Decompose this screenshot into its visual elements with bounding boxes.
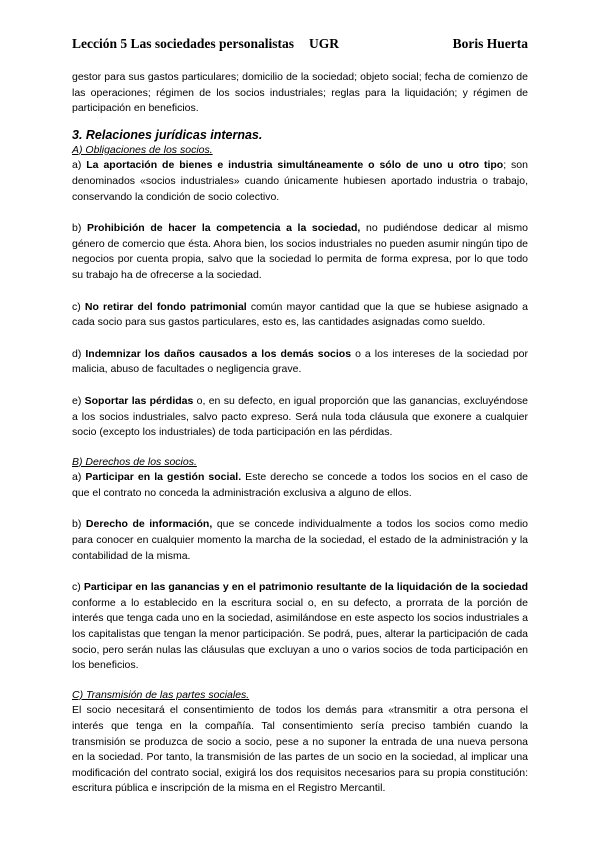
intro-paragraph: gestor para sus gastos particulares; domicilio de la sociedad; objeto social; fecha de comienzo de las operaciones; régimen de los socios industriales; reglas para la liquidación; y régimen de participación en beneficios. <box>72 71 528 115</box>
derecho-a: a) Participar en la gestión social. Este derecho se concede a todos los socios en el caso de que el contrato no conceda la administración exclusiva a alguno de ellos. <box>72 471 529 499</box>
header-author: Boris Huerta <box>452 36 528 51</box>
derecho-b: b) Derecho de información, que se concede individualmente a todos los socios como medio para conocer en cualquier momento la marcha de la sociedad, el estado de la administración y la contabilidad de la misma. <box>72 518 528 562</box>
section-title: 3. Relaciones jurídicas internas. <box>72 127 263 142</box>
obligacion-d: d) Indemnizar los daños causados a los demás socios o a los intereses de la sociedad por malicia, abuso de facultades o negligencia grave. <box>72 347 529 376</box>
transmision-heading: C) Transmisión de las partes sociales. <box>72 688 250 701</box>
transmision-paragraph: El socio necesitará el consentimiento de todos los demás para «transmitir a otra persona el interés que tenga en la compañía. Tal consentimiento sería preciso también cuando la transmisión se produzca de socio a socio, pese a no suponer la entrada de una nueva persona en la sociedad. Por tanto, la transmisión de las partes de un socio en la sociedad, al implicar una modificación del contrato social, exigirá los dos requisitos necesarios para su propia constitución: escritura pública e inscripción de la misma en el Registro Mercantil. <box>72 704 528 795</box>
derecho-c: c) Participar en las ganancias y en el patrimonio resultante de la liquidación de la sociedad conforme a lo establecido en la escritura social o, en su defecto, a prorrata de la porción de interés que tenga cada uno en la sociedad, asimilándose en este aspecto los socios industriales a los capitalistas que tengan la menor participación. Se podrá, pues, alterar la participación de cada socio, pero serán nulas las cláusulas que excluyan a uno o varios socios de toda participación en los beneficios. <box>72 581 528 672</box>
obligacion-c: c) No retirar del fondo patrimonial común mayor cantidad que la que se hubiese asignado a cada socio para sus gastos particulares, esto es, las cantidades asignadas como sueldo. <box>72 300 528 329</box>
derechos-heading: B) Derechos de los socios. <box>72 455 197 468</box>
header-title: Lección 5 Las sociedades personalistas <box>72 36 295 51</box>
obligacion-b: b) Prohibición de hacer la competencia a la sociedad, no pudiéndose dedicar al mismo género de comercio que ésta. Ahora bien, los socios industriales no pueden asumir ningún tipo de negocios por cuenta propia, salvo que la sociedad lo permita de forma expresa, por lo que todo su trabajo ha de ofrecerse a la sociedad. <box>72 222 528 281</box>
header-university: UGR <box>309 36 339 51</box>
obligaciones-heading: A) Obligaciones de los socios. <box>72 143 213 156</box>
obligacion-a: a) La aportación de bienes e industria simultáneamente o sólo de uno u otro tipo; son denominados «socios industriales» cuando únicamente hubiesen aportado industria o trabajo, conservando la condición de socio colectivo. <box>72 159 528 203</box>
obligacion-e: e) Soportar las pérdidas o, en su defecto, en igual proporción que las ganancias, excluyéndose a los socios industriales, salvo pacto expreso. Será nula toda cláusula que exonere a cualquier socio (excepto los industriales) de toda participación en las pérdidas. <box>72 394 528 439</box>
document-body <box>72 70 528 797</box>
page-header <box>72 36 528 52</box>
